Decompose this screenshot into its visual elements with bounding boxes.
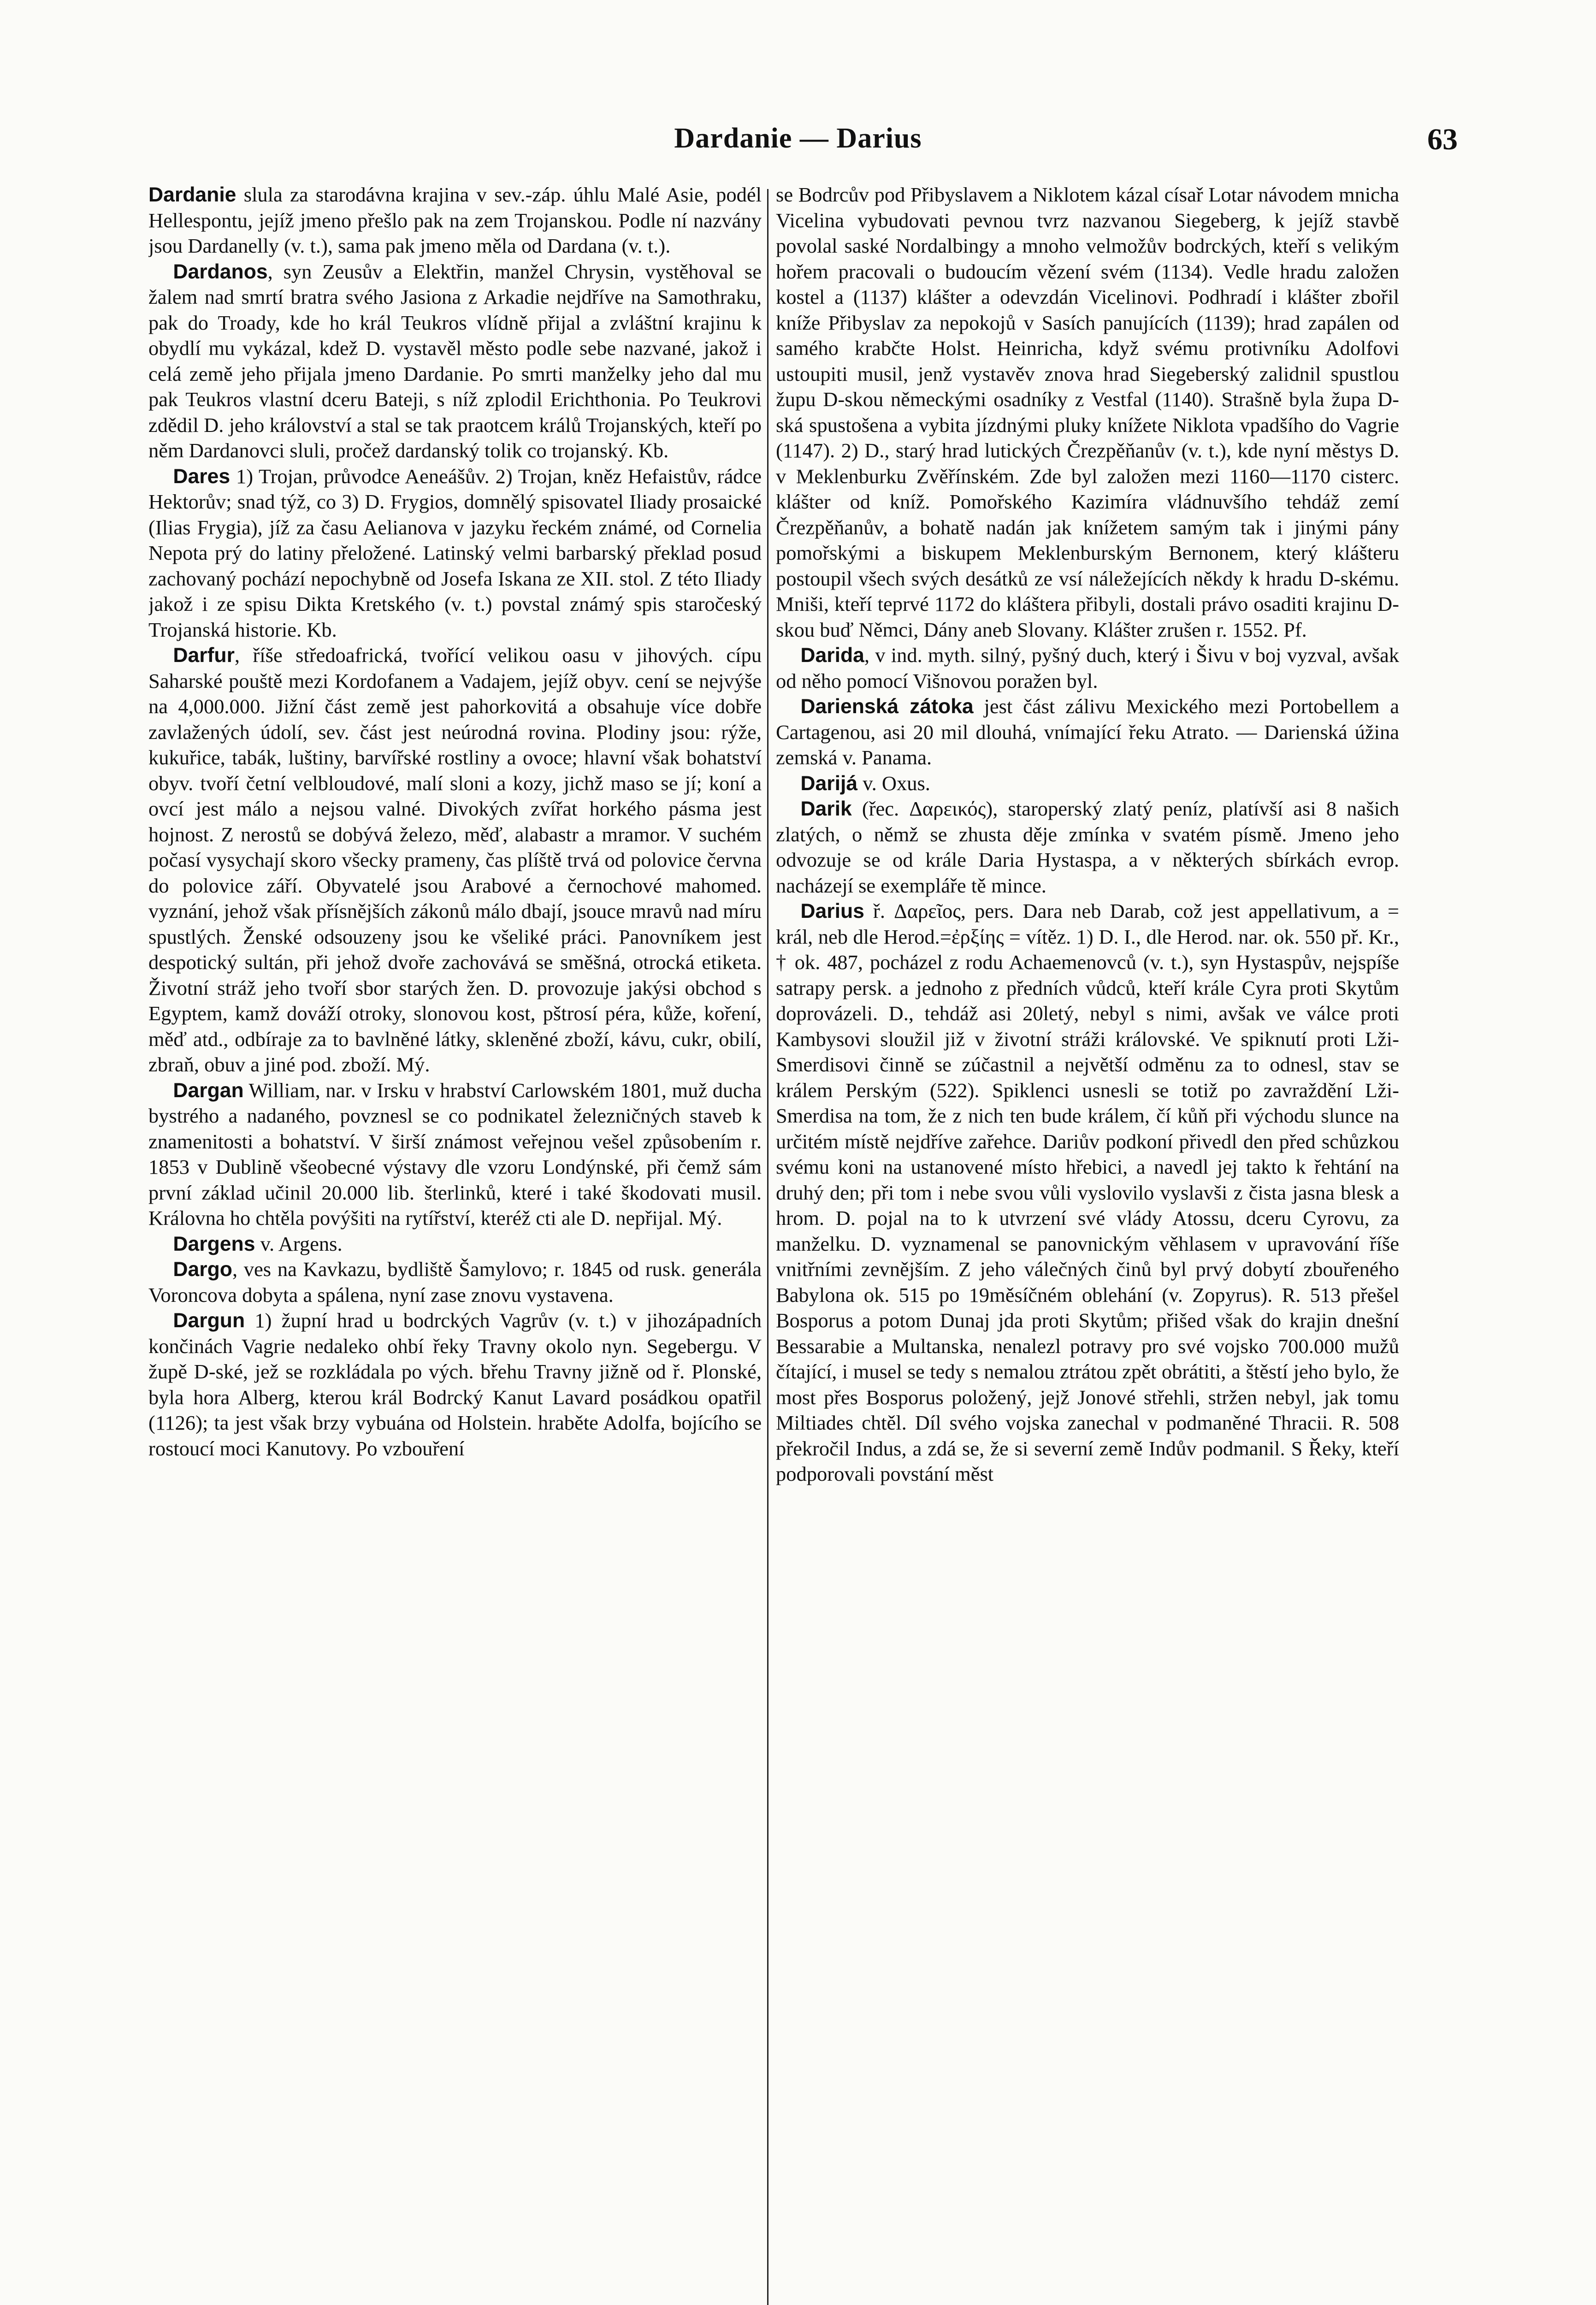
entry-text: , říše středoafrická, tvořící velikou oasu v jihových. cípu Saharské pouště mezi Kordofanem a Vadajem, jejíž obyv. cení se nejvýše na 4,000.000. Jižní část země jest pahorkovitá a obsahuje více dobře zavlažených údolí, sev. část jest neúrodná rovina. Plodiny jsou: rýže, kukuřice, tabák, luštiny, barvířské rostliny a ovoce; hlavní však bohatství obyv. tvoří četní velbloudové, malí sloni a kozy, jichž maso se jí; koní a ovcí jest málo a nejsou valné. Divokých zvířat horkého pásma jest hojnost. Z nerostů se dobývá železo, měď, alabastr a mramor. V suchém počasí vysychají skoro všecky prameny, čas plíště trvá od polovice června do polovice září. Obyvatelé jsou Arabové a černochové mahomed. vyznání, jehož však přísnějších zákonů málo dbají, jsouce mravů nad míru spustlých. Ženské odsouzeny jsou ke všeliké práci. Panovníkem jest despotický sultán, při jehož dvoře zachovává se směšná, otrocká etiketa. Životní stráž jeho tvoří sbor starých žen. D. provozuje jakýsi obchod s Egyptem, kamž dováží otroky, slonovou kost, pštrosí péra, kůže, koření, měď atd., odbíraje za to bavlněné látky, skleněné zboží, kávu, cukr, obilí, zbraň, obuv a jiné pod. zboží. Mý. — [148, 644, 762, 1076]
entry — [148, 259, 762, 464]
entry-text: ř. Δαρεῖος, pers. Dara neb Darab, což jest appellativum, a = král, neb dle Herod.=ἐρξίης = vítěz. 1) D. I., dle Herod. nar. ok. 550 př. Kr., † ok. 487, pocházel z rodu Achaemenovců (v. t.), syn Hystaspův, nejspíše satrapy persk. a jednoho z předních vůdců, kteří krále Cyra proti Skytům doprovázeli. D., tehdáž asi 20letý, nebyl s nimi, avšak ve válce proti Kambysovi sloužil již v životní stráži královské. Ve spiknutí proti Lži-Smerdisovi činně se zúčastnil a největší odměnu za to odnesl, stav se králem Perským (522). Spiklenci usnesli se totiž po zavraždění Lži-Smerdisa na tom, že z nich ten bude králem, čí kůň při východu slunce na určitém místě nejdříve zařehce. Dariův podkoní přivedl den před schůzkou svému koni na ustanovené místo hřebici, a navedl jej takto k řehtání na druhý den; při tom i nebe svou vůli vyslovilo vyslavši z čista jasna blesk a hrom. D. pojal na to k utvrzení své vlády Atossu, dceru Cyrovu, za manželku. D. vyznamenal se panovnickým věhlasem v upravování říše vnitřními zevnějším. Z jeho válečných činů byl prvý dobytí zbouřeného Babylona ok. 515 po 19měsíčném oblehání (v. Zopyrus). R. 513 přešel Bosporus a potom Dunaj jda proti Skytům; přišed však do krajin dnešní Bessarabie a Multanska, nenalezl potravy pro své vojsko 700.000 mužů čítající, i musel se tedy s nemalou ztrátou zpět obrátiti, a štěstí jeho bylo, že most přes Bosporus položený, jejž Jonové střehli, stržen nebyl, jak tomu Miltiades chtěl. Díl svého vojska zanechal v podmaněné Thracii. R. 508 překročil Indus, a zdá se, že si severní země Indův podmanil. S Řeky, kteří podporovali povstání měst — [776, 899, 1399, 1485]
page-header — [138, 122, 1458, 173]
entry-text: (řec. Δαρεικός), staroperský zlatý peníz, platívší asi 8 našich zlatých, o němž se zhusta děje zmínka v svatém písmě. Jmeno jeho odvozuje se od krále Daria Hystaspa, a v některých sbírkách evrop. nacházejí se exempláře tě mince. — [776, 797, 1399, 897]
entry — [148, 1231, 762, 1257]
entry-headword: Dargun — [173, 1309, 245, 1332]
entry-text: , ves na Kavkazu, bydliště Šamylovo; r. 1845 od rusk. generála Voroncova dobyta a spálena, nyní zase znovu vystavena. — [148, 1258, 762, 1306]
entry-headword: Dargan — [173, 1079, 244, 1102]
entry-headword: Darijá — [800, 772, 858, 795]
entry-headword: Darfur — [173, 644, 235, 667]
entry — [776, 643, 1399, 694]
entry — [148, 643, 762, 1078]
entry-headword: Dardanos — [173, 260, 268, 283]
running-title: Dardanie — Darius — [674, 123, 922, 154]
entry-headword: Dares — [173, 465, 231, 488]
entry-continuation — [776, 182, 1399, 643]
entry-headword: Darius — [800, 900, 864, 922]
entry — [776, 898, 1399, 1487]
entry-headword: Dargens — [173, 1232, 255, 1255]
right-column — [776, 182, 1399, 2305]
entry-headword: Darienská zátoka — [800, 695, 974, 718]
entry-text: 1) župní hrad u bodrckých Vagrův (v. t.) v jihozápadních končinách Vagrie nedaleko ohbí řeky Travny okolo nyn. Segebergu. V župě D-ské, jež se rozkládala po vých. břehu Travny jižně od ř. Plonské, byla hora Alberg, kterou král Bodrcký Kanut Lavard posádkou opatřil (1126); ta jest však brzy vybuána od Holstein. hraběte Adolfa, bojícího se rostoucí moci Kanutovy. Po vzbouření — [148, 1309, 762, 1460]
entry-text: , syn Zeusův a Elektřin, manžel Chrysin, vystěhoval se žalem nad smrtí bratra svého Jasiona z Arkadie nejdříve na Samothraku, pak do Troady, kde ho král Teukros vlídně přijal a zvláštní krajinu k obydlí mu vykázal, kdež D. vystavěl město podle sebe nazvané, jakož i celá země jeho přijala jmeno Dardanie. Po smrti manželky jeho dal mu pak Teukros vlastní dceru Bateji, s níž zplodil Erichthonia. Po Teukrovi zdědil D. jeho království a stal se tak praotcem králů Trojanských, kteří po něm Dardanovci sluli, pročež dardanský tolik co trojanský. Kb. — [148, 260, 762, 462]
entry — [148, 1078, 762, 1231]
entry-headword: Darida — [800, 644, 864, 667]
entry-text: slula za starodávna krajina v sev.-záp. úhlu Malé Asie, podél Hellespontu, jejíž jmeno přešlo pak na zem Trojanskou. Podle ní nazvány jsou Dardanelly (v. t.), sama pak jmeno měla od Dardana (v. t.). — [148, 183, 762, 257]
entry — [776, 771, 1399, 797]
entry — [776, 694, 1399, 771]
entry-text: v. Oxus. — [857, 771, 930, 795]
entry — [776, 796, 1399, 898]
entry-text: William, nar. v Irsku v hrabství Carlowském 1801, muž ducha bystrého a nadaného, povznesl se co podnikatel železničných staveb k znamenitosti a bohatství. V širší známost veřejnou vešel způsobením r. 1853 v Dublině všeobecné výstavy dle vzoru Londýnské, při čemž sám první základ učinil 20.000 lib. šterlinků, které i také škodovati musil. Královna ho chtěla povýšiti na rytířství, kteréž cti ale D. nepřijal. Mý. — [148, 1078, 762, 1229]
entry-headword: Dargo — [173, 1258, 232, 1281]
entry — [148, 1257, 762, 1308]
entry — [148, 464, 762, 643]
page-number: 63 — [1427, 123, 1458, 156]
entry-text: jest část zálivu Mexického mezi Portobellem a Cartagenou, asi 20 mil dlouhá, vnímající řeku Atrato. — Darienská úžina zemská v. Panama. — [776, 695, 1399, 769]
column-divider — [767, 189, 768, 2305]
entry-headword: Dardanie — [148, 183, 236, 206]
entry-text: v. Argens. — [255, 1232, 343, 1255]
entry-text: se Bodrcův pod Přibyslavem a Niklotem kázal císař Lotar návodem mnicha Vicelina vybudovati pevnou tvrz nazvanou Siegeberg, k jejíž stavbě povolal saské Nordalbingy a mnoho velmožův bodrckých, kteří s velikým hořem pracovali o budoucím vězení svém (1134). Vedle hradu založen kostel a (1137) klášter a odevzdán Vicelinovi. Podhradí i klášter zbořil kníže Přibyslav za nepokojů v Sasích panujících (1139); hrad zapálen od samého krabčte Holst. Heinricha, když svému protivníku Adolfovi ustoupiti musil, jenž vystavěv znova hrad Siegeberský zalidnil spustlou župu D-skou německými osadníky z Vestfal (1140). Strašně byla župa D-ská spustošena a vybita jízdnými pluky knížete Niklota vpadšího do Vagrie (1147). 2) D., starý hrad lutických Črezpěňanův (v. t.), kde nyní městys D. v Meklenburku Zvěřínském. Zde byl založen mezi 1160—1170 cisterc. klášter od kníž. Pomořského Kazimíra vládnuvšího tehdáž zemí Črezpěňanův, a bohatě nadán jak knížetem samým tak i jinými pány pomořskými a biskupem Meklenburským Bernonem, který klášteru postoupil všech svých desátků ze vsí náležejících někdy k hradu D-skému. Mniši, kteří teprvé 1172 do kláštera přibyli, dostali právo osaditi krajinu D-skou buď Němci, Dány aneb Slovany. Klášter zrušen r. 1552. Pf. — [776, 183, 1399, 641]
left-column — [148, 182, 762, 2305]
entry-text: 1) Trojan, průvodce Aeneášův. 2) Trojan, kněz Hefaistův, rádce Hektorův; snad týž, co 3) D. Frygios, domnělý spisovatel Iliady prosaické (Ilias Frygia), jíž za času Aelianova v jazyku řeckém známé, od Cornelia Nepota prý do latiny přeložené. Latinský velmi barbarský překlad posud zachovaný pochází nepochybně od Josefa Iskana ze XII. stol. Z této Iliady jakož i ze spisu Dikta Kretského (v. t.) povstal známý spis staročeský Trojanská historie. Kb. — [148, 464, 762, 641]
entry — [148, 182, 762, 259]
entry-text: , v ind. myth. silný, pyšný duch, který i Šivu v boj vyzval, avšak od něho pomocí Višnovou poražen byl. — [776, 644, 1399, 692]
entry — [148, 1308, 762, 1461]
entry-headword: Darik — [800, 798, 852, 820]
